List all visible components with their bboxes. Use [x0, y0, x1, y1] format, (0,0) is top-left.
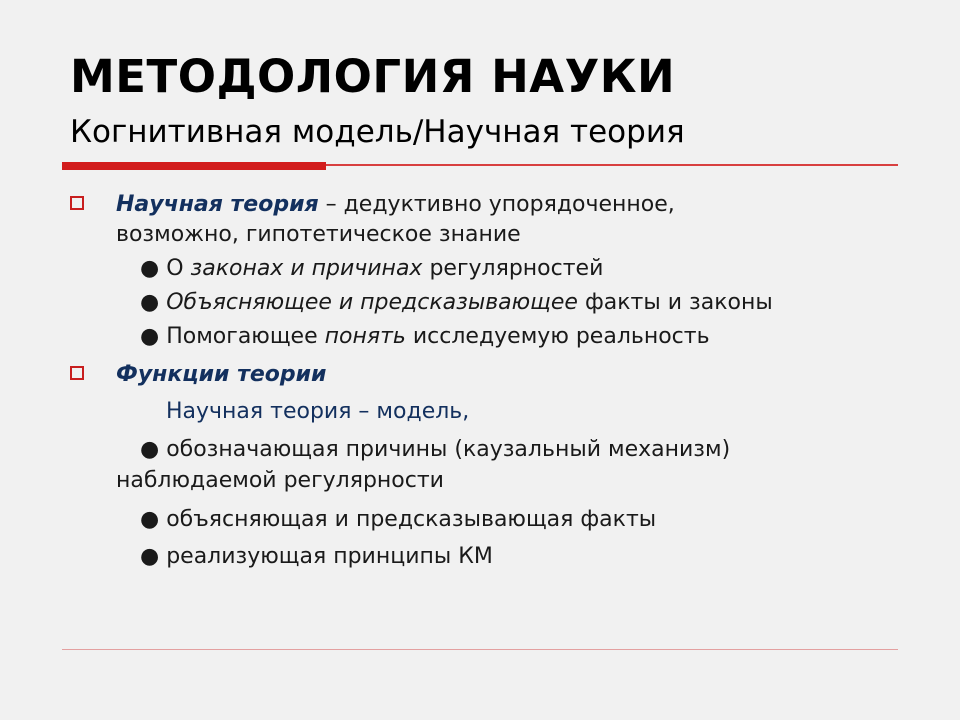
slide-subtitle: Когнитивная модель/Научная теория	[70, 114, 685, 150]
item-italic-text: понять	[324, 324, 406, 349]
section1-item-2	[140, 289, 773, 317]
section2-intro: Научная теория – модель,	[166, 399, 470, 424]
section2-heading-text: Функции теории	[116, 362, 327, 387]
footer-divider	[62, 649, 898, 650]
section1-item-3	[140, 323, 710, 351]
section1-definition-line2: возможно, гипотетическое знание	[116, 222, 521, 247]
slide-title: МЕТОДОЛОГИЯ НАУКИ	[70, 50, 676, 103]
item-italic-text: Объясняющее и предсказывающее	[166, 290, 578, 315]
section1-definition-line1: – дедуктивно упорядоченное,	[318, 192, 675, 217]
item-text: Помогающее	[166, 324, 325, 349]
bullet-dot-icon: ●	[140, 324, 167, 349]
square-bullet-icon	[70, 366, 84, 380]
section2-heading	[116, 361, 326, 389]
bullet-dot-icon: ●	[140, 256, 167, 281]
item-text: исследуемую реальность	[405, 324, 710, 349]
section1-term: Научная теория	[116, 192, 319, 217]
bullet-dot-icon: ●	[140, 290, 167, 315]
section1-line1	[116, 191, 675, 219]
item-text: факты и законы	[577, 290, 773, 315]
square-bullet-icon	[70, 196, 84, 210]
item-italic-text: законах и причинах	[190, 256, 423, 281]
section2-item1-line1: ● обозначающая причины (каузальный механизм)	[140, 437, 731, 462]
section2-item2: ● объясняющая и предсказывающая факты	[140, 507, 657, 532]
item-text: О	[166, 256, 191, 281]
section2-item1-line2: наблюдаемой регулярности	[116, 468, 444, 493]
title-underline-thin	[326, 164, 898, 166]
item-text: регулярностей	[422, 256, 604, 281]
section1-item-1	[140, 255, 603, 283]
title-underline-thick	[62, 162, 326, 170]
section2-item3: ● реализующая принципы КМ	[140, 544, 493, 569]
